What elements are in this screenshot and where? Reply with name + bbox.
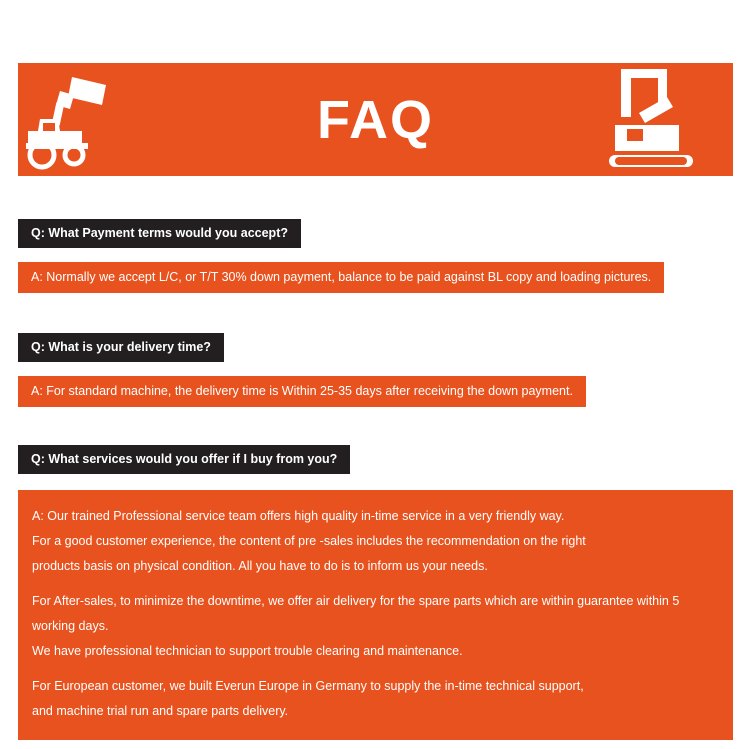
answer-line: We have professional technician to support trouble clearing and maintenance. [32,644,463,658]
faq-item-1 [18,219,733,293]
faq-answer: A: Normally we accept L/C, or T/T 30% down payment, balance to be paid against BL copy and loading pictures. [18,262,664,293]
answer-line: For European customer, we built Everun Europe in Germany to supply the in-time technical support, [32,679,584,693]
faq-banner [18,63,733,176]
faq-item-2 [18,333,733,407]
faq-question: Q: What services would you offer if I buy from you? [18,445,350,474]
answer-line: For a good customer experience, the content of pre -sales includes the recommendation on the right [32,534,586,548]
excavator-arm-icon [609,67,719,175]
paragraph-gap [32,579,719,589]
faq-item-3 [18,445,733,740]
answer-line: products basis on physical condition. All you have to do is to inform us your needs. [32,559,488,573]
answer-line: and machine trial run and spare parts delivery. [32,704,289,718]
answer-line: A: Our trained Professional service team offers high quality in-time service in a very friendly way. [32,509,565,523]
faq-question: Q: What is your delivery time? [18,333,224,362]
banner-title: FAQ [316,89,434,150]
paragraph-gap [32,664,719,674]
faq-question: Q: What Payment terms would you accept? [18,219,301,248]
faq-answer: A: For standard machine, the delivery time is Within 25-35 days after receiving the down payment. [18,376,586,407]
answer-line: For After-sales, to minimize the downtime, we offer air delivery for the spare parts which are within guarantee within 5 working days. [32,594,680,633]
faq-answer-multiline [18,490,733,740]
